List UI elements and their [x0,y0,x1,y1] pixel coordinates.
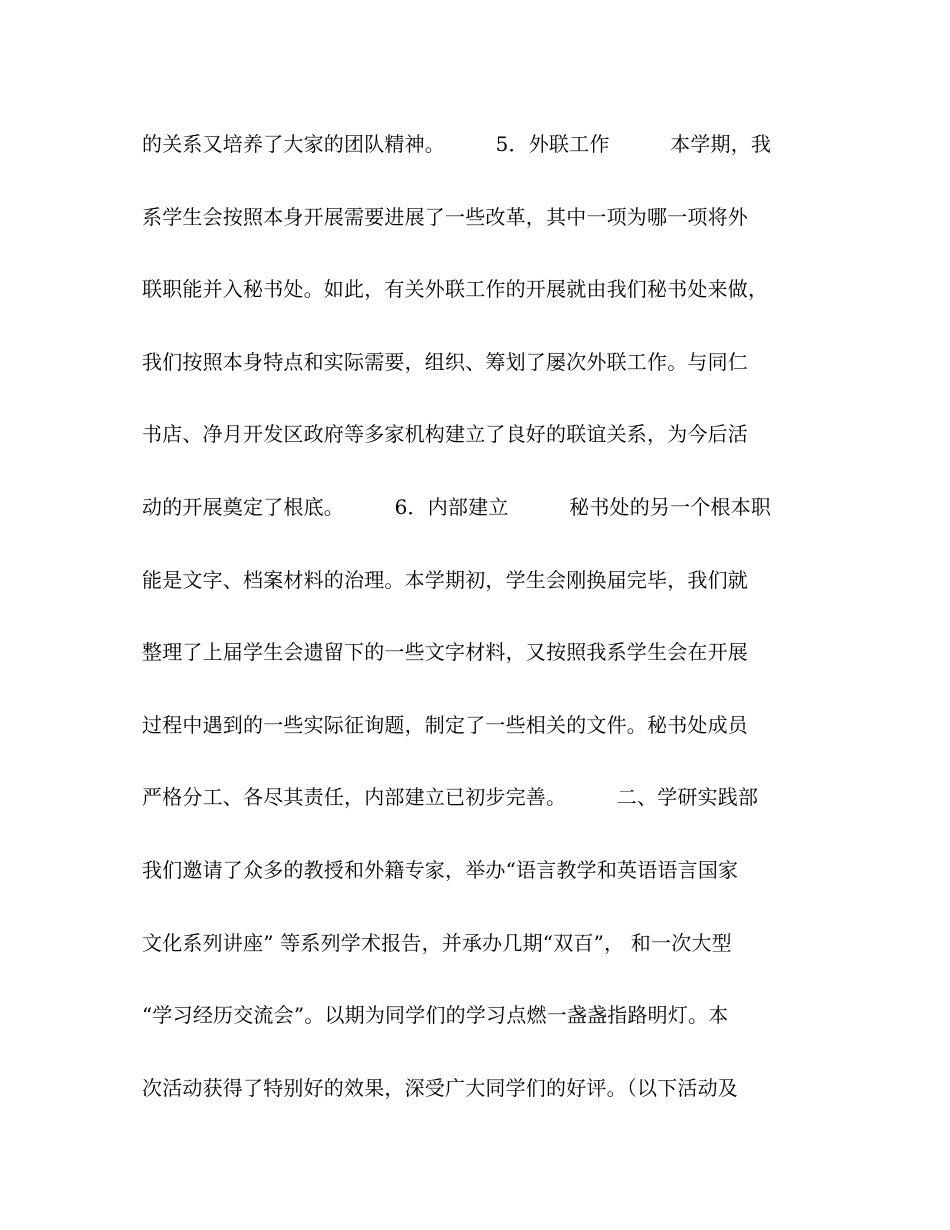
text-line: 联职能并入秘书处。如此，有关外联工作的开展就由我们秘书处来做， [142,277,769,302]
text-line: 系学生会按照本身开展需要进展了一些改革，其中一项为哪一项将外 [142,204,748,229]
text-line: 能是文字、档案材料的治理。本学期初，学生会刚换届完毕，我们就 [142,567,748,592]
text-line: 我们按照本身特点和实际需要，组织、筹划了屡次外联工作。与同仁 [142,349,748,374]
text-line: 整理了上届学生会遗留下的一些文字材料，又按照我系学生会在开展 [142,640,748,665]
text-line: 的关系又培养了大家的团队精神。 5．外联工作 本学期，我 [142,132,772,156]
body-text [142,122,822,1138]
text-line: 书店、净月开发区政府等多家机构建立了良好的联谊关系，为今后活 [142,422,748,447]
text-line: 文化系列讲座” 等系列学术报告，并承办几期“双百”， 和一次大型 [142,930,732,955]
text-line: 严格分工、各尽其责任，内部建立已初步完善。 二、学研实践部 [142,785,759,810]
text-line: 次活动获得了特别好的效果，深受广大同学们的好评。（以下活动及 [142,1075,738,1100]
text-line: 过程中遇到的一些实际征询题，制定了一些相关的文件。秘书处成员 [142,712,748,737]
text-line: “学习经历交流会”。以期为同学们的学习点燃一盏盏指路明灯。本 [142,1003,729,1028]
text-line: 动的开展奠定了根底。 6．内部建立 秘书处的另一个根本职 [142,494,772,519]
text-line: 我们邀请了众多的教授和外籍专家，举办“语言教学和英语语言国家 [142,857,739,882]
